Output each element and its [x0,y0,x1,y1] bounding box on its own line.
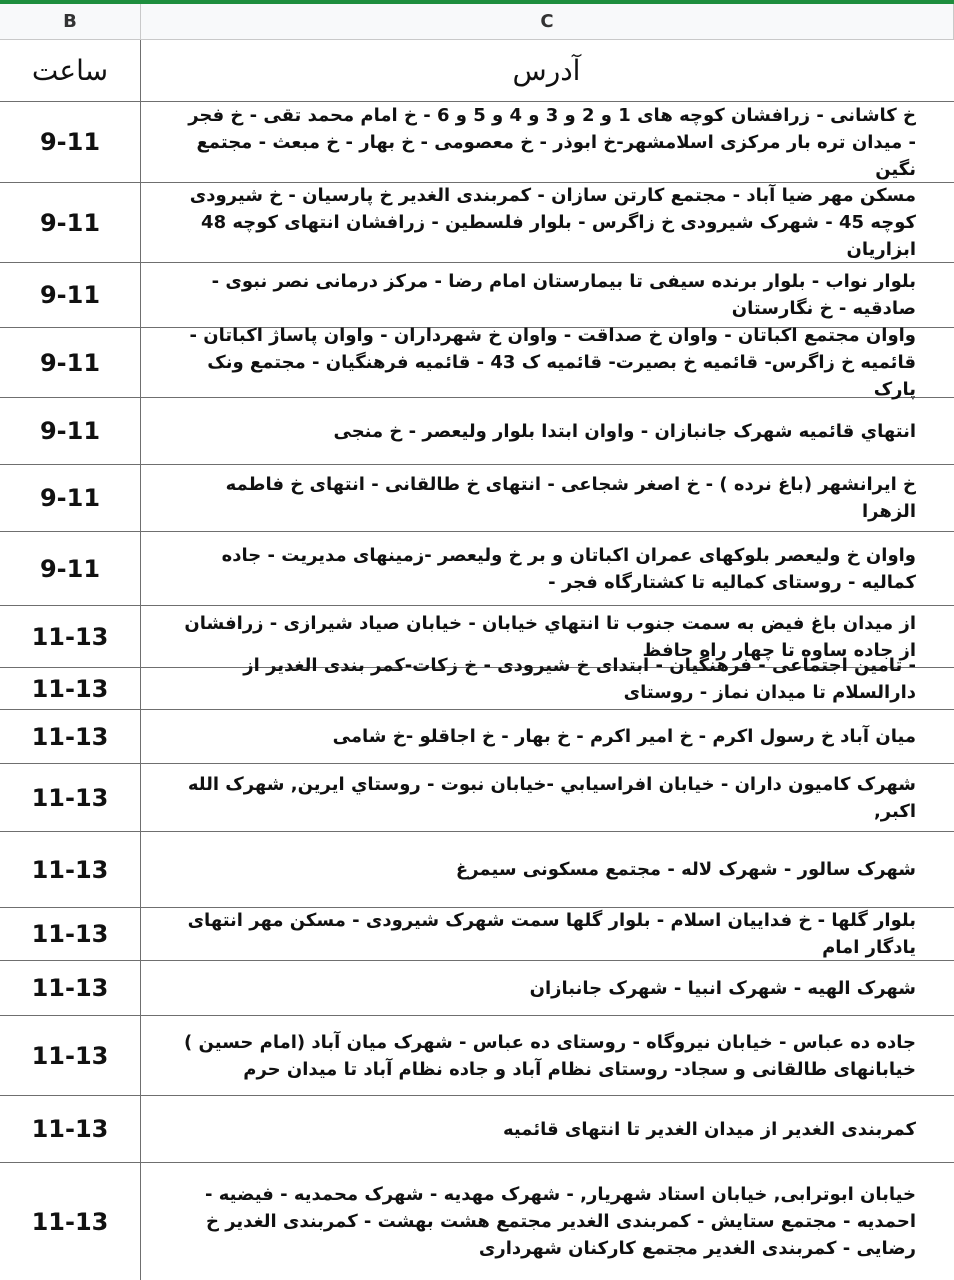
time-cell[interactable]: 11-13 [0,1016,141,1095]
address-cell[interactable] [141,465,954,531]
address-text: کمربندی الغدیر از میدان الغدیر تا انتهای قائمیه [502,1118,916,1140]
time-cell[interactable]: 11-13 [0,961,141,1015]
table-row [0,325,954,400]
time-cell[interactable]: 11-13 [0,764,141,831]
address-cell[interactable] [141,263,954,327]
time-cell[interactable]: 9-11 [0,465,141,531]
address-cell[interactable] [141,398,954,464]
table-row [0,1096,954,1163]
address-cell[interactable] [141,325,954,400]
address-text: واوان مجتمع اکباتان - واوان خ صداقت - واوان خ شهرداران - واوان پاساژ اکباتان - قائمیه خ زاگرس- قائمیه خ بصیرت- قائمیه ک 43 - قائمیه فرهنگیان - مجتمع ونک پارک [189,325,916,400]
address-text: از میدان باغ فیض به سمت جنوب تا انتهاي خیابان - خیابان صیاد شیرازی - زرافشان از جاده ساوه تا چهار راه حافظ [184,612,916,661]
address-text: مسکن مهر ضیا آباد - مجتمع کارتن سازان - کمربندی الغدیر خ پارسیان - خ شیرودی کوچه 45 - شهرک شیرودی خ زاگرس - بلوار فلسطین - زرافشان انتهای کوچه 48 ابزاریان [189,185,916,260]
table-row [0,961,954,1016]
table-row [0,764,954,832]
table-row [0,1163,954,1280]
table-row [0,465,954,532]
time-cell[interactable]: 11-13 [0,1163,141,1280]
table-header-row [0,40,954,102]
table-row [0,398,954,465]
address-text: جاده ده عباس - خیابان نیروگاه - روستای ده عباس - شهرک میان آباد (امام حسین ) خیابانهای طالقانی و سجاد- روستای نظام آباد و جاده نظام آباد تا میدان حرم [184,1031,916,1080]
time-cell[interactable]: 9-11 [0,263,141,327]
address-text: بلوار گلها - خ فداییان اسلام - بلوار گلها سمت شهرک شیرودی - مسکن مهر انتهای یادگار امام [187,910,916,958]
address-text: - تامین اجتماعی - فرهنگیان - ابتدای خ شیرودی - خ زکات-کمر بندی الغدیر از دارالسلام تا میدان نماز - روستای [243,655,916,703]
table-row [0,832,954,908]
address-cell[interactable] [141,1163,954,1280]
address-text: خ کاشانی - زرافشان کوچه های 1 و 2 و 3 و 4 و 5 و 6 - خ امام محمد تقی - خ فجر - میدان تره بار مرکزی اسلامشهر-خ ابوذر - خ معصومی - خ بهار - خ مبعث - مجتمع نگین [188,104,916,180]
table-row [0,1016,954,1096]
address-text: خ ایرانشهر (باغ نرده ) - خ اصغر شجاعی - انتهای خ طالقانی - انتهای خ فاطمه الزهرا [225,474,916,522]
table-row [0,655,954,710]
address-cell[interactable] [141,1016,954,1095]
address-text: بلوار نواب - بلوار برنده سیفی تا بیمارستان امام رضا - مرکز درمانی نصر نبوی - صادقیه - خ نگارستان [211,271,916,319]
address-cell[interactable] [141,908,954,960]
time-cell[interactable]: 11-13 [0,710,141,763]
table-row [0,263,954,328]
address-cell[interactable] [141,183,954,262]
address-text: خیابان ابوترابی, خیابان استاد شهریار, - شهرک مهدیه - شهرک محمدیه - فیضیه - احمدیه - مجتمع ستایش - کمربندی الغدیر مجتمع هشت بهشت - کمربندی الغدیر خ رضایی - کمربندی الغدیر مجتمع کارکنان شهرداری [204,1184,916,1259]
table-row [0,183,954,263]
address-cell[interactable] [141,764,954,831]
time-cell[interactable]: 11-13 [0,668,141,709]
table-row [0,532,954,606]
address-cell[interactable] [141,102,954,182]
address-text: شهرک سالور - شهرک لاله - مجتمع مسکونی سیمرغ [455,859,916,880]
column-header-c[interactable]: C [141,4,954,40]
address-text: شهرک الهیه - شهرک انبیا - شهرک جانبازان [529,977,916,999]
address-cell[interactable] [141,1096,954,1162]
header-address-label: آدرس [512,54,581,87]
time-cell[interactable]: 9-11 [0,398,141,464]
table-row [0,908,954,961]
time-cell[interactable]: 9-11 [0,183,141,262]
time-cell[interactable]: 11-13 [0,606,141,667]
address-cell[interactable] [141,532,954,605]
address-cell[interactable] [141,961,954,1015]
time-cell[interactable]: 11-13 [0,832,141,907]
time-cell[interactable]: 9-11 [0,102,141,182]
header-address-cell[interactable] [141,40,954,101]
address-text: انتهاي قائمیه شهرک جانبازان - واوان ابتدا بلوار ولیعصر - خ منجی [333,420,916,442]
address-text: شهرک کامیون داران - خیابان افراسیابي -خیابان نبوت - روستاي ایرین, شهرک الله اکبر, [187,773,916,822]
time-cell[interactable]: 11-13 [0,1096,141,1162]
time-cell[interactable]: 11-13 [0,908,141,960]
time-cell[interactable]: 9-11 [0,532,141,605]
address-cell[interactable] [141,655,954,709]
header-time-cell[interactable]: ساعت [0,40,141,101]
address-text: واوان خ ولیعصر بلوکهای عمران اکباتان و بر خ ولیعصر -زمینهای مدیریت - جاده کمالیه - روستای کمالیه تا کشتارگاه فجر - [221,544,916,593]
table-row [0,102,954,183]
address-cell[interactable] [141,832,954,907]
column-header-b[interactable]: B [0,4,141,40]
address-cell[interactable] [141,710,954,763]
address-text: میان آباد خ رسول اکرم - خ امیر اکرم - خ بهار - خ اجاقلو -خ شامی [332,726,916,747]
time-cell[interactable]: 9-11 [0,328,141,397]
table-row [0,710,954,764]
